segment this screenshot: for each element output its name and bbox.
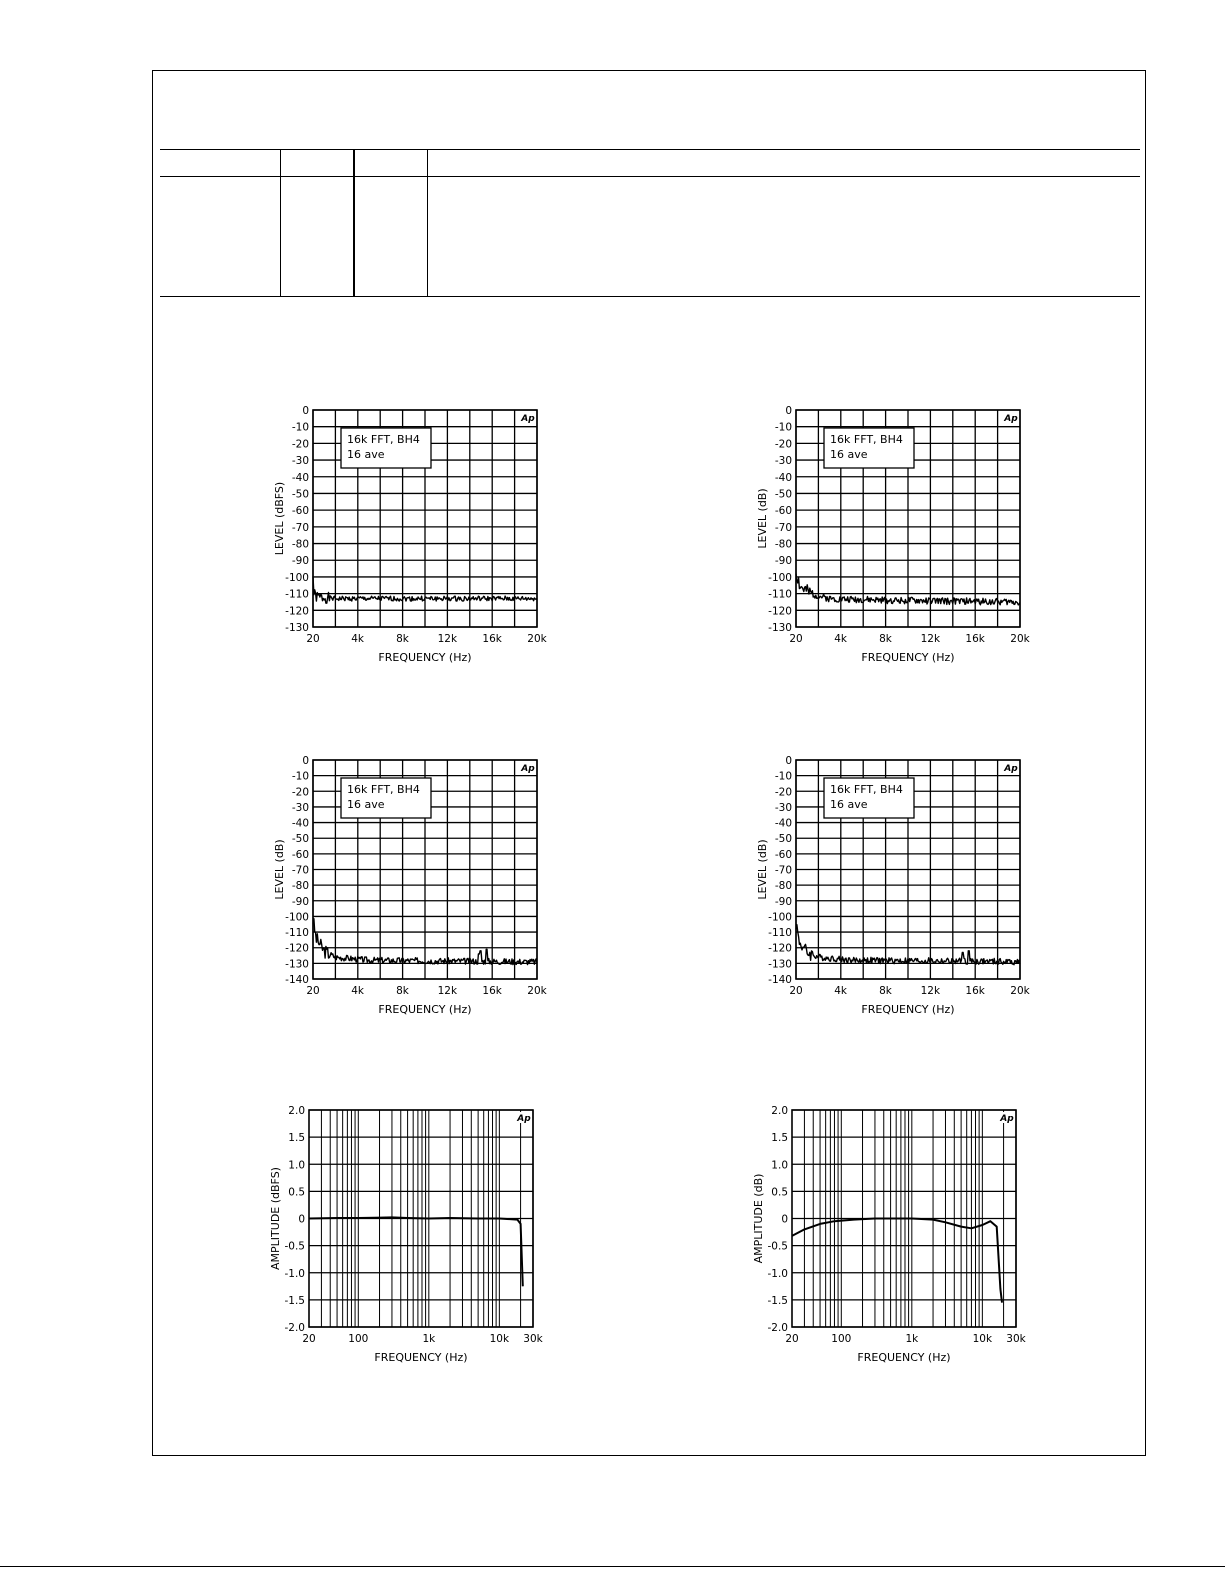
y-tick-label: -90 — [774, 895, 792, 908]
x-tick-label: 16k — [965, 985, 985, 997]
y-tick-label: -1.0 — [284, 1267, 305, 1280]
y-tick-label: 0 — [781, 1213, 788, 1226]
y-tick-label: -2.0 — [767, 1322, 788, 1334]
x-tick-label: 20 — [306, 633, 320, 645]
y-tick-label: 1.0 — [288, 1159, 305, 1172]
y-tick-label: -1.5 — [767, 1294, 788, 1307]
y-tick-label: -90 — [291, 555, 309, 568]
y-tick-label: -30 — [291, 801, 309, 814]
page-bottom-rule — [0, 1566, 1225, 1567]
x-tick-label: 8k — [396, 633, 409, 645]
y-tick-label: -120 — [285, 605, 309, 618]
y-tick-label: -110 — [768, 588, 792, 601]
y-tick-label: -40 — [774, 817, 792, 830]
x-tick-label: 12k — [920, 633, 941, 645]
y-tick-label: -110 — [285, 927, 309, 940]
x-tick-label: 1k — [905, 1333, 919, 1345]
y-tick-label: -60 — [291, 848, 309, 861]
y-axis-label: LEVEL (dB) — [756, 839, 769, 900]
y-tick-label: -80 — [774, 880, 792, 893]
ap-logo: Ap — [1000, 1114, 1014, 1124]
y-tick-label: -1.5 — [284, 1294, 305, 1307]
y-tick-label: -80 — [291, 538, 309, 551]
x-tick-label: 4k — [351, 633, 365, 645]
y-tick-label: -10 — [291, 421, 309, 434]
y-tick-label: -70 — [774, 864, 792, 877]
y-tick-label: -10 — [774, 770, 792, 783]
y-tick-label: -130 — [768, 622, 792, 634]
x-tick-label: 20k — [1010, 633, 1030, 645]
series-line — [792, 1219, 1002, 1303]
y-tick-label: -20 — [774, 786, 792, 799]
y-tick-label: -60 — [291, 505, 309, 518]
y-tick-label: -50 — [291, 833, 309, 846]
x-tick-label: 10k — [972, 1333, 993, 1345]
y-tick-label: 0.5 — [771, 1186, 788, 1199]
y-tick-label: -70 — [291, 521, 309, 534]
y-tick-label: -40 — [291, 817, 309, 830]
x-tick-label: 20 — [306, 985, 320, 997]
annotation-text: 16k FFT, BH4 — [347, 433, 420, 446]
chart-3 — [255, 750, 555, 1020]
x-tick-label: 20k — [1010, 985, 1030, 997]
y-tick-label: -50 — [774, 488, 792, 501]
x-tick-label: 20k — [527, 985, 547, 997]
y-axis-label: AMPLITUDE (dB) — [752, 1173, 765, 1264]
x-tick-label: 30k — [1006, 1333, 1026, 1345]
y-tick-label: -90 — [774, 555, 792, 568]
x-tick-label: 30k — [523, 1333, 543, 1345]
y-tick-label: -140 — [285, 974, 309, 986]
y-tick-label: 1.0 — [771, 1159, 788, 1172]
y-axis-label: LEVEL (dBFS) — [273, 481, 286, 556]
y-tick-label: -60 — [774, 848, 792, 861]
y-tick-label: -140 — [768, 974, 792, 986]
ap-logo: Ap — [521, 414, 535, 424]
y-tick-label: -60 — [774, 505, 792, 518]
x-tick-label: 12k — [920, 985, 941, 997]
y-tick-label: 1.5 — [771, 1132, 788, 1145]
y-tick-label: -0.5 — [284, 1240, 305, 1253]
y-tick-label: -130 — [768, 958, 792, 971]
y-tick-label: -130 — [285, 958, 309, 971]
y-tick-label: -100 — [285, 911, 309, 924]
y-tick-label: 2.0 — [771, 1105, 788, 1117]
y-tick-label: -20 — [774, 438, 792, 451]
ap-logo: Ap — [517, 1114, 531, 1124]
x-axis-label: FREQUENCY (Hz) — [861, 651, 955, 664]
chart-5 — [255, 1100, 555, 1375]
annotation-text: 16 ave — [830, 448, 868, 461]
y-tick-label: 0 — [302, 405, 309, 417]
x-tick-label: 8k — [879, 633, 892, 645]
x-tick-label: 16k — [965, 633, 985, 645]
y-tick-label: -80 — [774, 538, 792, 551]
annotation-text: 16 ave — [347, 798, 385, 811]
y-tick-label: -0.5 — [767, 1240, 788, 1253]
x-tick-label: 100 — [831, 1333, 852, 1345]
y-tick-label: -100 — [768, 911, 792, 924]
x-tick-label: 20 — [785, 1333, 799, 1345]
x-axis-label: FREQUENCY (Hz) — [857, 1351, 951, 1364]
annotation-text: 16 ave — [830, 798, 868, 811]
y-tick-label: -30 — [774, 801, 792, 814]
x-axis-label: FREQUENCY (Hz) — [378, 651, 472, 664]
x-tick-label: 4k — [351, 985, 365, 997]
y-tick-label: -100 — [768, 571, 792, 584]
chart-6 — [738, 1100, 1038, 1375]
y-tick-label: -120 — [768, 605, 792, 618]
chart-4 — [738, 750, 1038, 1020]
ap-logo: Ap — [1004, 414, 1018, 424]
x-tick-label: 12k — [437, 985, 458, 997]
table-header-rule — [160, 176, 1140, 177]
x-tick-label: 4k — [834, 985, 848, 997]
x-tick-label: 1k — [422, 1333, 436, 1345]
y-tick-label: -40 — [291, 471, 309, 484]
y-tick-label: 0 — [785, 755, 792, 767]
y-tick-label: -1.0 — [767, 1267, 788, 1280]
y-tick-label: -10 — [774, 421, 792, 434]
x-axis-label: FREQUENCY (Hz) — [374, 1351, 468, 1364]
x-tick-label: 16k — [482, 985, 502, 997]
y-tick-label: -120 — [285, 942, 309, 955]
y-tick-label: 1.5 — [288, 1132, 305, 1145]
y-axis-label: LEVEL (dB) — [273, 839, 286, 900]
chart-1 — [255, 400, 555, 670]
y-tick-label: -30 — [774, 455, 792, 468]
x-axis-label: FREQUENCY (Hz) — [861, 1003, 955, 1016]
y-axis-label: LEVEL (dB) — [756, 488, 769, 549]
table-col-divider-1 — [280, 149, 281, 297]
y-tick-label: 0 — [785, 405, 792, 417]
annotation-text: 16k FFT, BH4 — [347, 783, 420, 796]
table-col-divider-3 — [427, 149, 428, 297]
x-tick-label: 20k — [527, 633, 547, 645]
y-tick-label: -2.0 — [284, 1322, 305, 1334]
ap-logo: Ap — [521, 764, 535, 774]
y-axis-label: AMPLITUDE (dBFS) — [269, 1167, 282, 1270]
x-tick-label: 100 — [348, 1333, 369, 1345]
y-tick-label: -40 — [774, 471, 792, 484]
y-tick-label: -120 — [768, 942, 792, 955]
annotation-text: 16k FFT, BH4 — [830, 433, 903, 446]
y-tick-label: -70 — [774, 521, 792, 534]
y-tick-label: -70 — [291, 864, 309, 877]
ap-logo: Ap — [1004, 764, 1018, 774]
y-tick-label: -100 — [285, 571, 309, 584]
y-tick-label: -20 — [291, 786, 309, 799]
y-tick-label: -50 — [291, 488, 309, 501]
series-line — [309, 1217, 523, 1286]
chart-2 — [738, 400, 1038, 670]
y-tick-label: 0 — [298, 1213, 305, 1226]
x-tick-label: 20 — [789, 633, 803, 645]
y-tick-label: -50 — [774, 833, 792, 846]
y-tick-label: -110 — [768, 927, 792, 940]
y-tick-label: -20 — [291, 438, 309, 451]
y-tick-label: 2.0 — [288, 1105, 305, 1117]
x-axis-label: FREQUENCY (Hz) — [378, 1003, 472, 1016]
x-tick-label: 10k — [489, 1333, 510, 1345]
y-tick-label: 0.5 — [288, 1186, 305, 1199]
y-tick-label: -10 — [291, 770, 309, 783]
x-tick-label: 12k — [437, 633, 458, 645]
annotation-text: 16 ave — [347, 448, 385, 461]
table-col-divider-2 — [353, 149, 355, 297]
y-tick-label: 0 — [302, 755, 309, 767]
table-top-rule — [160, 149, 1140, 150]
x-tick-label: 4k — [834, 633, 848, 645]
y-tick-label: -80 — [291, 880, 309, 893]
x-tick-label: 8k — [879, 985, 892, 997]
x-tick-label: 8k — [396, 985, 409, 997]
annotation-text: 16k FFT, BH4 — [830, 783, 903, 796]
table-bottom-rule — [160, 296, 1140, 297]
x-tick-label: 20 — [302, 1333, 316, 1345]
y-tick-label: -130 — [285, 622, 309, 634]
x-tick-label: 20 — [789, 985, 803, 997]
y-tick-label: -110 — [285, 588, 309, 601]
y-tick-label: -30 — [291, 455, 309, 468]
y-tick-label: -90 — [291, 895, 309, 908]
x-tick-label: 16k — [482, 633, 502, 645]
